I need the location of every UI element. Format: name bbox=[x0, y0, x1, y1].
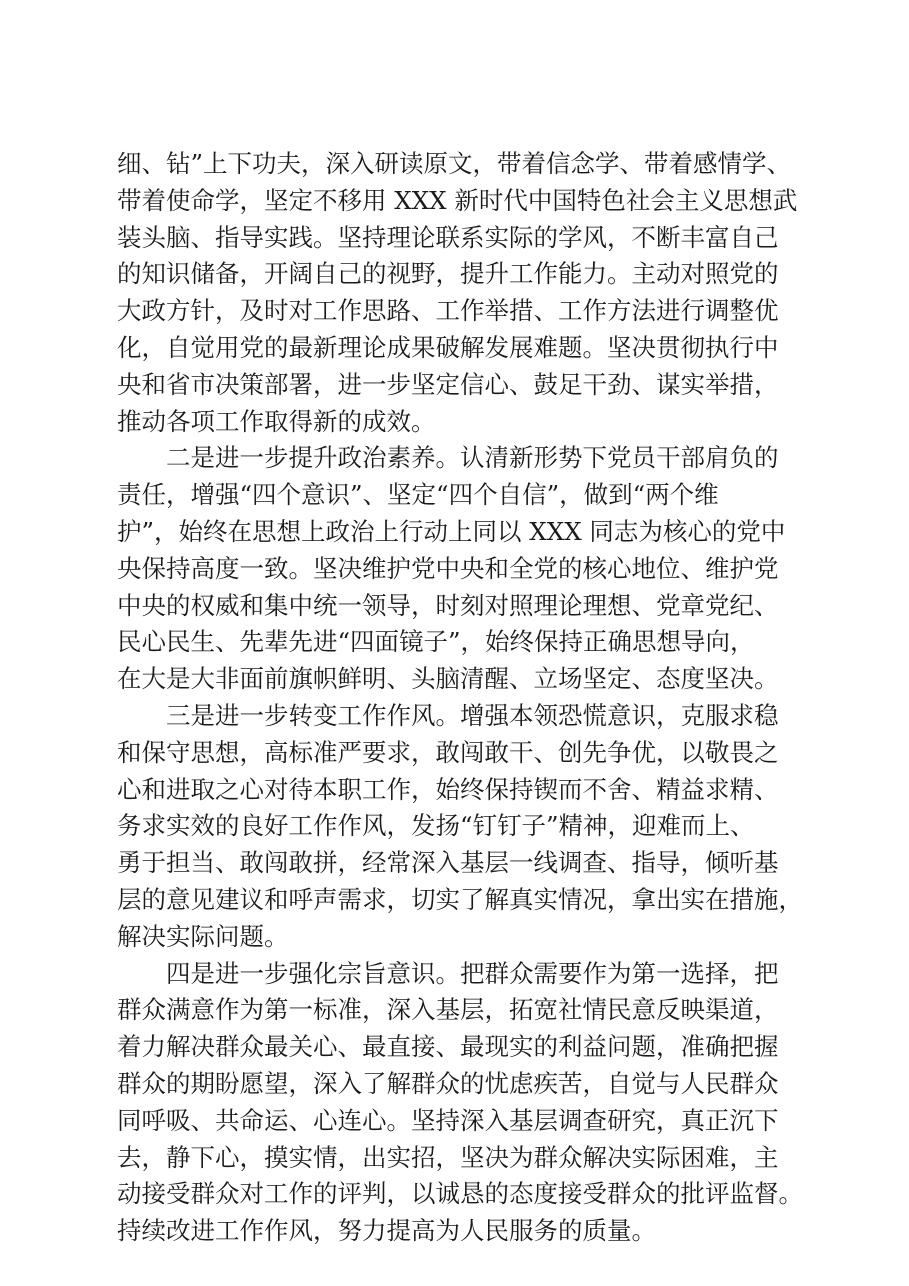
text-line: 护”，始终在思想上政治上行动上同以 XXX 同志为核心的党中 bbox=[117, 516, 786, 546]
text-line: 推动各项工作取得新的成效。 bbox=[117, 406, 436, 436]
text-line: 在大是大非面前旗帜鲜明、头脑清醒、立场坚定、态度坚决。 bbox=[117, 664, 779, 694]
text-line: 务求实效的良好工作作风，发扬“钉钉子”精神，迎难而上、 bbox=[117, 811, 755, 841]
text-line: 群众满意作为第一标准，深入基层，拓宽社情民意反映渠道， bbox=[117, 995, 779, 1025]
text-line: 央和省市决策部署，进一步坚定信心、鼓足干劲、谋实举措， bbox=[117, 369, 779, 399]
text-line: 大政方针，及时对工作思路、工作举措、工作方法进行调整优 bbox=[117, 296, 779, 326]
text-line: 带着使命学，坚定不移用 XXX 新时代中国特色社会主义思想武 bbox=[117, 185, 798, 215]
text-line: 央保持高度一致。坚决维护党中央和全党的核心地位、维护党 bbox=[117, 553, 779, 583]
text-line: 着力解决群众最关心、最直接、最现实的利益问题，准确把握 bbox=[117, 1032, 779, 1062]
text-line: 化，自觉用党的最新理论成果破解发展难题。坚决贯彻执行中 bbox=[117, 332, 779, 362]
text-line: 民心民生、先辈先进“四面镜子”，始终保持正确思想导向， bbox=[117, 627, 755, 657]
text-line: 的知识储备，开阔自己的视野，提升工作能力。主动对照党的 bbox=[117, 259, 779, 289]
text-line: 勇于担当、敢闯敢拼，经常深入基层一线调查、指导，倾听基 bbox=[117, 848, 779, 878]
body-text bbox=[117, 146, 803, 1250]
paragraph-4-first-line: 四是进一步强化宗旨意识。把群众需要作为第一选择，把 bbox=[117, 958, 779, 988]
text-line: 动接受群众对工作的评判，以诚恳的态度接受群众的批评监督。 bbox=[117, 1179, 803, 1209]
paragraph-2-first-line: 二是进一步提升政治素养。认清新形势下党员干部肩负的 bbox=[117, 443, 779, 473]
text-line: 持续改进工作作风，努力提高为人民服务的质量。 bbox=[117, 1216, 656, 1246]
text-line: 细、钻”上下功夫，深入研读原文，带着信念学、带着感情学、 bbox=[117, 149, 792, 178]
text-line: 心和进取之心对待本职工作，始终保持锲而不舍、精益求精、 bbox=[117, 774, 779, 804]
text-line: 去，静下心，摸实情，出实招，坚决为群众解决实际困难，主 bbox=[117, 1142, 779, 1172]
text-line: 和保守思想，高标准严要求，敢闯敢干、创先争优，以敬畏之 bbox=[117, 737, 779, 767]
text-line: 层的意见建议和呼声需求，切实了解真实情况，拿出实在措施， bbox=[117, 884, 803, 914]
text-line: 解决实际问题。 bbox=[117, 921, 289, 951]
text-line: 群众的期盼愿望，深入了解群众的忧虑疾苦，自觉与人民群众 bbox=[117, 1068, 779, 1098]
text-line: 中央的权威和集中统一领导，时刻对照理论理想、党章党纪、 bbox=[117, 590, 779, 620]
text-line: 装头脑、指导实践。坚持理论联系实际的学风，不断丰富自己 bbox=[117, 222, 779, 252]
paragraph-3-first-line: 三是进一步转变工作作风。增强本领恐慌意识，克服求稳 bbox=[117, 700, 779, 730]
text-line: 责任，增强“四个意识”、坚定“四个自信”，做到“两个维 bbox=[117, 480, 719, 510]
text-line: 同呼吸、共命运、心连心。坚持深入基层调查研究，真正沉下 bbox=[117, 1105, 779, 1135]
